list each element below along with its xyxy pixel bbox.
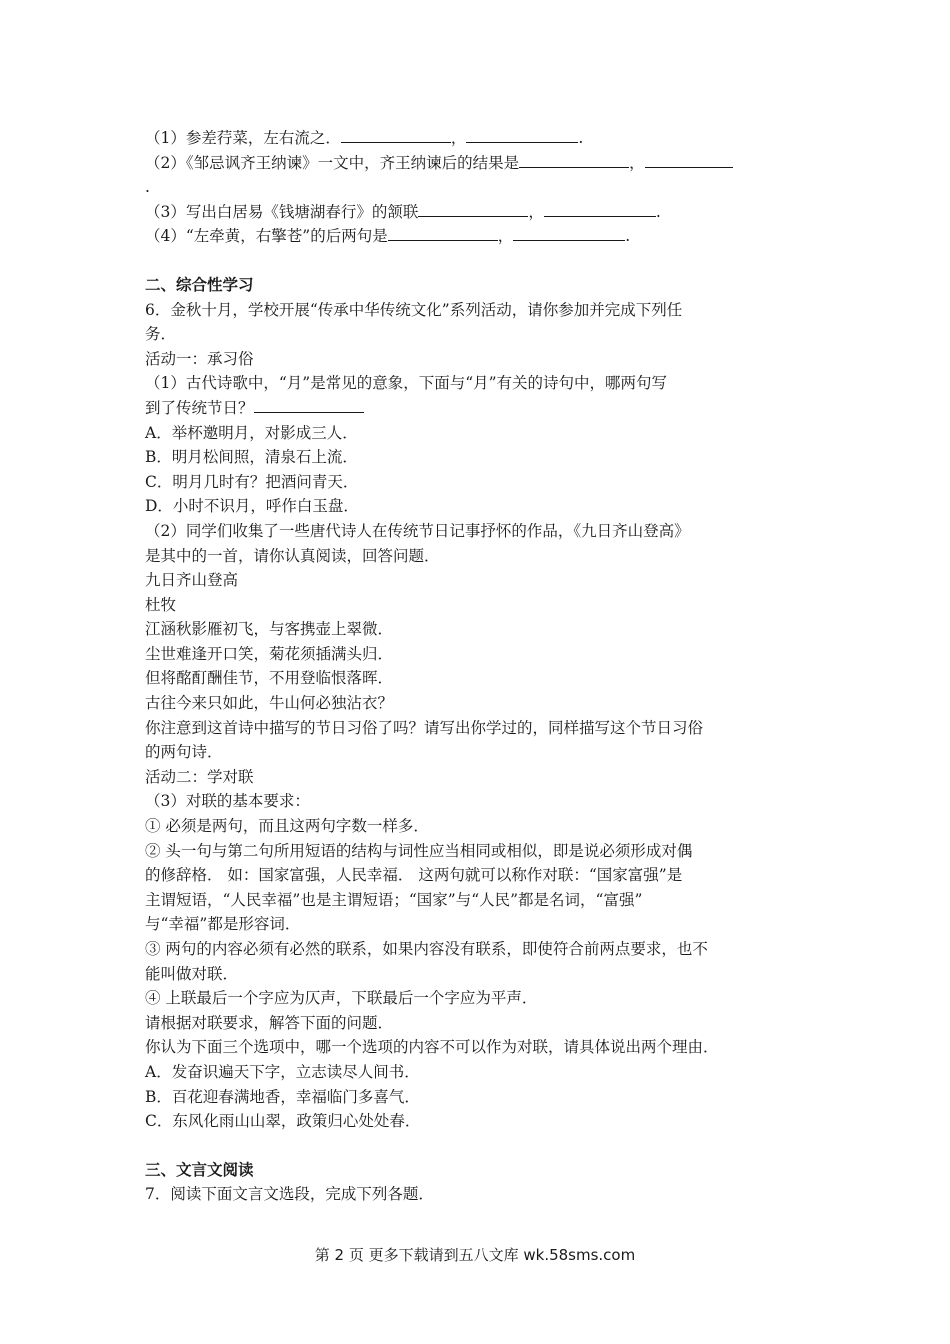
poem-line: 尘世难逢开口笑，菊花须插满头归．	[145, 644, 394, 663]
separator: ，	[450, 129, 467, 147]
end-mark: .	[578, 129, 584, 147]
end-mark: .	[625, 227, 631, 246]
option-item: D．小时不识月，呼作白玉盘．	[145, 497, 359, 516]
fill-blank-q3	[145, 200, 810, 225]
fill-blank-q1	[145, 126, 810, 151]
answer-blank[interactable]	[544, 201, 656, 217]
answer-blank[interactable]	[418, 201, 528, 217]
separator: ，	[528, 202, 544, 221]
answer-blank[interactable]	[341, 127, 451, 143]
poem-line: 但将酩酊酬佳节，不用登临恨落晖．	[145, 669, 394, 688]
poem-question-cont: 的两句诗．	[145, 743, 223, 762]
couplet-rule-cont: 与“幸福”都是形容词．	[145, 915, 301, 934]
couplet-option: A．发奋识遍天下字，立志读尽人间书．	[145, 1062, 420, 1081]
page-content	[145, 126, 810, 1207]
couplet-option: C．东风化雨山山翠，政策归心处处春．	[145, 1112, 421, 1131]
q1-text: （1）参差荇菜，左右流之．	[145, 129, 341, 147]
sub-question-3: （3）对联的基本要求：	[145, 792, 310, 811]
answer-blank[interactable]	[466, 127, 578, 143]
poem-author: 杜牧	[145, 595, 177, 614]
fill-blank-q2	[145, 151, 810, 176]
poem-question: 你注意到这首诗中描写的节日习俗了吗？请写出你学过的，同样描写这个节日习俗	[145, 718, 704, 737]
couplet-question: 你认为下面三个选项中，哪一个选项的内容不可以作为对联，请具体说出两个理由．	[145, 1038, 719, 1057]
couplet-rule: ④ 上联最后一个字应为仄声，下联最后一个字应为平声．	[145, 989, 538, 1008]
couplet-rule: ② 头一句与第二句所用短语的结构与词性应当相同或相似，即是说必须形成对偶	[145, 841, 693, 860]
q7-intro: 7．阅读下面文言文选段，完成下列各题．	[145, 1185, 434, 1204]
couplet-rule-cont: 的修辞格． 如：国家富强，人民幸福． 这两句就可以称作对联：“国家富强”是	[145, 866, 683, 885]
activity-heading: 活动一：承习俗	[145, 349, 254, 368]
activity-heading: 活动二：学对联	[145, 767, 254, 786]
poem-line: 古往今来只如此，牛山何必独沾衣？	[145, 694, 394, 713]
section-heading: 三、文言文阅读	[145, 1160, 254, 1179]
q6-intro: 6．金秋十月，学校开展“传承中华传统文化”系列活动，请你参加并完成下列任	[145, 300, 683, 319]
couplet-rule: ③ 两句的内容必须有必然的联系，如果内容没有联系，即使符合前两点要求，也不	[145, 940, 708, 958]
couplet-rule-cont: 能叫做对联．	[145, 964, 239, 983]
end-mark: .	[655, 202, 661, 221]
sub-question-2: （2）同学们收集了一些唐代诗人在传统节日记事抒怀的作品，《九日齐山登高》	[145, 521, 690, 540]
q4-text: （4）“左牵黄，右擎苍”的后两句是	[145, 227, 388, 246]
separator: ，	[497, 227, 514, 246]
option-item: C．明月几时有？把酒问青天．	[145, 472, 359, 491]
answer-blank[interactable]	[645, 152, 733, 168]
poem-title: 九日齐山登高	[145, 571, 239, 590]
sub-question-2-cont: 是其中的一首，请你认真阅读，回答问题．	[145, 546, 440, 565]
sub-question-1: （1）古代诗歌中，“月”是常见的意象，下面与“月”有关的诗句中，哪两句写	[145, 374, 668, 393]
instruction: 请根据对联要求，解答下面的问题．	[145, 1013, 394, 1032]
q2-text: （2）《邹忌讽齐王纳谏》一文中，齐王纳谏后的结果是	[145, 153, 520, 172]
poem-line: 江涵秋影雁初飞，与客携壶上翠微．	[145, 620, 394, 639]
fill-blank-q2-end: .	[145, 178, 150, 197]
couplet-rule: ① 必须是两句，而且这两句字数一样多．	[145, 817, 429, 836]
sub-question-1-text: 到了传统节日？	[145, 398, 254, 417]
answer-blank[interactable]	[519, 152, 629, 168]
q3-text: （3）写出白居易《钱塘湖春行》的颔联	[145, 202, 419, 221]
q6-intro-cont: 务．	[145, 325, 177, 344]
option-item: A．举杯邀明月，对影成三人．	[145, 423, 358, 442]
section-heading: 二、综合性学习	[145, 275, 254, 294]
couplet-rule-cont: 主谓短语，“人民幸福”也是主谓短语；“国家”与“人民”都是名词，“富强”	[145, 890, 643, 909]
answer-blank[interactable]	[388, 225, 498, 241]
sub-question-1-cont	[145, 396, 810, 421]
answer-blank[interactable]	[254, 397, 364, 413]
answer-blank[interactable]	[513, 225, 625, 241]
page-footer: 第 2 页 更多下载请到五八文库 wk.58sms.com	[314, 1246, 636, 1264]
separator: ，	[629, 153, 645, 172]
option-item: B．明月松间照，清泉石上流．	[145, 448, 358, 467]
couplet-option: B．百花迎春满地香，幸福临门多喜气．	[145, 1087, 420, 1106]
fill-blank-q4	[145, 224, 810, 249]
